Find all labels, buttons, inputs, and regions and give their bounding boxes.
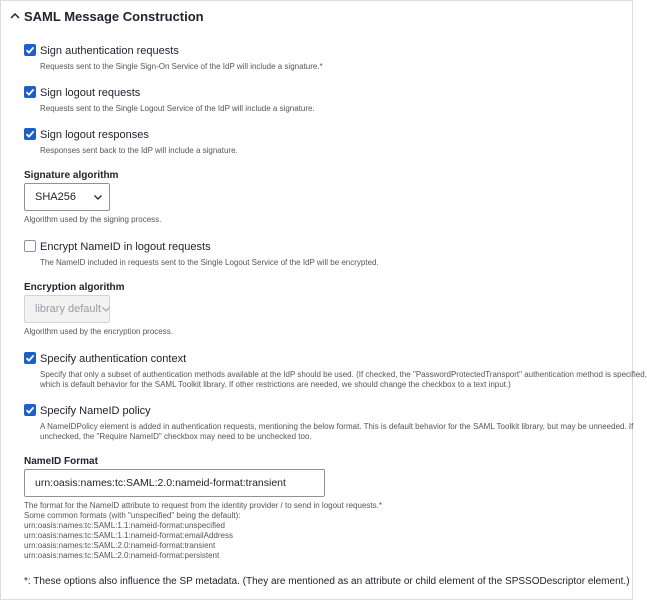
encrypt-nameid-label[interactable]: Encrypt NameID in logout requests xyxy=(40,241,211,253)
sign-logout-requests-checkbox[interactable] xyxy=(24,86,36,98)
sign-logout-requests-description: Requests sent to the Single Logout Service of the IdP will include a signature. xyxy=(40,104,315,113)
checkmark-icon xyxy=(24,128,36,140)
checkmark-icon xyxy=(24,86,36,98)
nameid-format-description: The format for the NameID attribute to request from the identity provider / to send in logout requests.* xyxy=(24,501,382,510)
nameid-format-input[interactable] xyxy=(24,469,325,497)
chevron-up-icon[interactable] xyxy=(10,11,20,21)
sign-auth-requests-label[interactable]: Sign authentication requests xyxy=(40,45,179,57)
auth-context-description-line2: which is default behavior for the SAML Toolkit library. If other restrictions are needed, we should change the checkbox to a text input.) xyxy=(40,380,511,389)
encrypt-nameid-checkbox[interactable] xyxy=(24,240,36,252)
sign-logout-responses-checkbox[interactable] xyxy=(24,128,36,140)
section-title[interactable]: SAML Message Construction xyxy=(24,9,204,24)
encryption-algorithm-description: Algorithm used by the encryption process. xyxy=(24,327,173,336)
auth-context-label[interactable]: Specify authentication context xyxy=(40,353,187,365)
auth-context-description-line1: Specify that only a subset of authentication methods available at the IdP should be used. (If checked, the "PasswordProtectedTransport" authentication method is specified, xyxy=(40,370,647,379)
encrypt-nameid-description: The NameID included in requests sent to the Single Logout Service of the IdP will be encrypted. xyxy=(40,258,379,267)
sign-logout-responses-label[interactable]: Sign logout responses xyxy=(40,129,149,141)
encryption-algorithm-label: Encryption algorithm xyxy=(24,282,125,293)
signature-algorithm-description: Algorithm used by the signing process. xyxy=(24,215,162,224)
nameid-format-option: urn:oasis:names:tc:SAML:2.0:nameid-format:transient xyxy=(24,541,216,550)
checkmark-icon xyxy=(24,44,36,56)
chevron-down-icon xyxy=(93,192,103,202)
signature-algorithm-select[interactable] xyxy=(24,183,110,211)
nameid-format-label: NameID Format xyxy=(24,456,98,467)
nameid-formats-intro: Some common formats (with "unspecified" being the default): xyxy=(24,511,241,520)
signature-algorithm-label: Signature algorithm xyxy=(24,170,119,181)
sign-auth-requests-description: Requests sent to the Single Sign-On Service of the IdP will include a signature.* xyxy=(40,62,323,71)
checkmark-icon xyxy=(24,404,36,416)
nameid-format-option: urn:oasis:names:tc:SAML:1.1:nameid-format:emailAddress xyxy=(24,531,233,540)
nameid-policy-description-line2: unchecked, the "Require NameID" checkbox may need to be unchecked too. xyxy=(40,432,312,441)
sign-logout-responses-description: Responses sent back to the IdP will include a signature. xyxy=(40,146,238,155)
sign-auth-requests-checkbox[interactable] xyxy=(24,44,36,56)
nameid-policy-label[interactable]: Specify NameID policy xyxy=(40,405,151,417)
chevron-down-icon xyxy=(101,304,111,314)
nameid-format-option: urn:oasis:names:tc:SAML:1.1:nameid-format:unspecified xyxy=(24,521,225,530)
encryption-algorithm-value: library default xyxy=(35,303,102,315)
sign-logout-requests-label[interactable]: Sign logout requests xyxy=(40,87,141,99)
signature-algorithm-value: SHA256 xyxy=(35,191,76,203)
auth-context-checkbox[interactable] xyxy=(24,352,36,364)
nameid-policy-description-line1: A NameIDPolicy element is added in authentication requests, mentioning the below format. This is default behavior for the SAML Toolkit library, but may be unneeded. If xyxy=(40,422,634,431)
encryption-algorithm-select xyxy=(24,295,110,323)
nameid-policy-checkbox[interactable] xyxy=(24,404,36,416)
checkmark-icon xyxy=(24,352,36,364)
sp-metadata-footnote: *: These options also influence the SP metadata. (They are mentioned as an attribute or child element of the SPSSODescriptor element.) xyxy=(24,576,630,587)
nameid-format-option: urn:oasis:names:tc:SAML:2.0:nameid-format:persistent xyxy=(24,551,220,560)
